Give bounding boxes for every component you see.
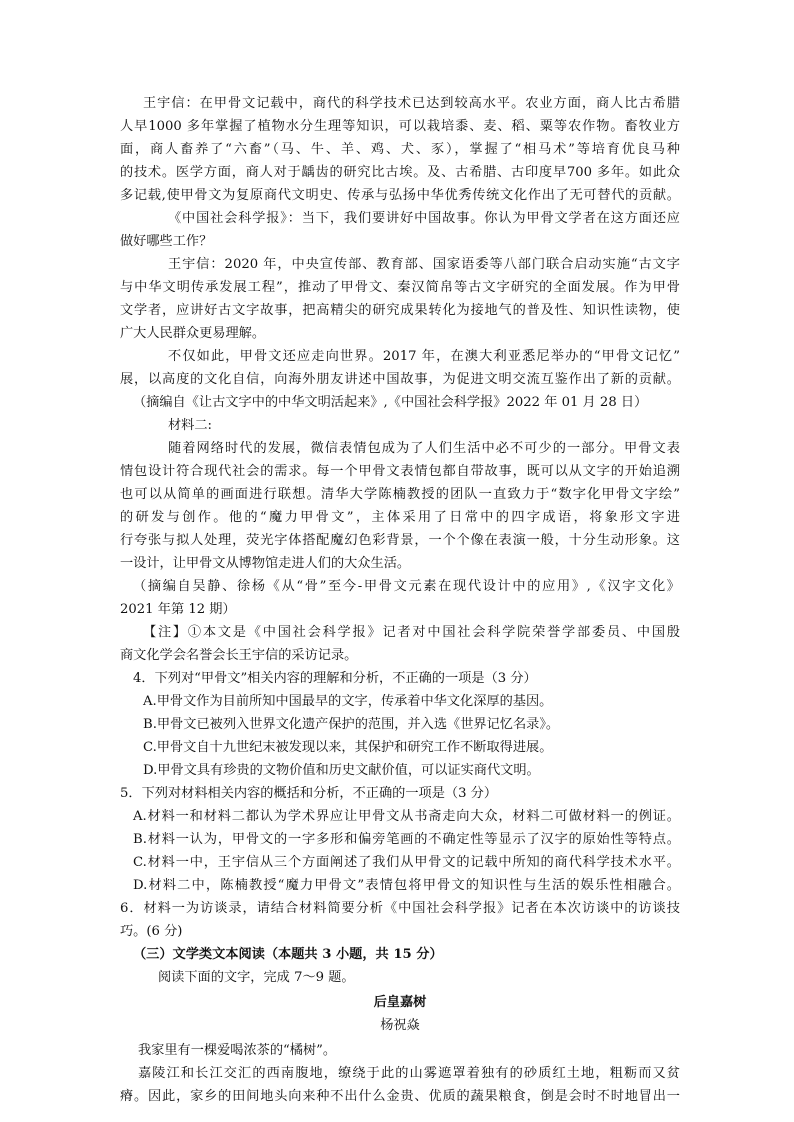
text-line: 与中华文明传承发展工程”，推动了甲骨文、秦汉简帛等古文字研究的全面发展。作为甲骨: [120, 280, 680, 295]
text-line: 王宇信：2020 年，中央宣传部、教育部、国家语委等八部门联合启动实施“古文字: [168, 257, 680, 272]
text-line: 不仅如此，甲骨文还应走向世界。2017 年，在澳大利亚悉尼举办的“甲骨文记忆”: [168, 349, 680, 364]
question-stem: 5．下列对材料相关内容的概括和分析，不正确的一项是（3 分）: [120, 786, 498, 801]
text-line: 嘉陵江和长江交汇的西南腹地，缭绕于此的山雾遮罩着独有的砂质红土地，粗粝而又贫: [138, 1066, 680, 1081]
text-line: 商文化学会名誉会长王宇信的采访记录。: [120, 648, 358, 663]
text-line: 展，以高度的文化自信，向海外朋友讲述中国故事，为促进文明交流互鉴作出了新的贡献。: [120, 372, 680, 387]
text-line: 多记载,使甲骨文为复原商代文明史、传承与弘扬中华优秀传统文化作出了无可替代的贡献。: [120, 188, 680, 203]
text-line: 王宇信：在甲骨文记载中，商代的科学技术已达到较高水平。农业方面，商人比古希腊: [143, 96, 680, 111]
text-line: （摘编自吴静、徐杨《从“骨”至今-甲骨文元素在现代设计中的应用》,《汉字文化》: [133, 579, 680, 594]
text-line: 《中国社会科学报》：当下，我们要讲好中国故事。你认为甲骨文学者在这方面还应: [168, 211, 680, 226]
text-line: 的研发与创作。他的“魔力甲骨文”，主体采用了日常中的四字成语，将象形文字进: [120, 510, 680, 525]
text-line: 行夸张与拟人处理，荧光字体搭配魔幻色彩背景，一个个像在表演一般，十分生动形象。这: [120, 533, 680, 548]
text-line: 广大人民群众更易理解。: [120, 326, 266, 341]
text-line: 我家里有一棵爱喝浓茶的“橘树”。: [138, 1043, 337, 1058]
text-line: 做好哪些工作？: [120, 234, 213, 249]
story-title: 后皇嘉树: [373, 995, 427, 1010]
text-line: 瘠。因此，家乡的田间地头向来种不出什么金贵、优质的蔬果粮食，倒是会时不时地冒出一: [120, 1089, 680, 1104]
option-c: C.材料一中，王宇信从三个方面阐述了我们从甲骨文的记载中所知的商代科学技术水平。: [133, 855, 680, 870]
text-line: 的技术。医学方面，商人对于龋齿的研究比古埃。及、古希腊、古印度早700 多年。如此众: [120, 165, 680, 180]
option-d: D.材料二中，陈楠教授“魔力甲骨文”表情包将甲骨文的知识性与生活的娱乐性相融合。: [133, 878, 680, 893]
text-line: 也可以从简单的画面进行联想。清华大学陈楠教授的团队一直致力于“数字化甲骨文字绘”: [120, 487, 680, 502]
option-b: B.材料一认为，甲骨文的一字多形和偏旁笔画的不确定性等显示了汉字的原始性等特点。: [133, 832, 680, 847]
option-a: A.甲骨文作为目前所知中国最早的文字，传承着中华文化深厚的基因。: [143, 694, 553, 709]
section-3-instruction: 阅读下面的文字，完成 7～9 题。: [158, 970, 355, 985]
text-line: 人早1000 多年掌握了植物水分生理等知识，可以栽培黍、麦、稻、粟等农作物。畜牧业方: [120, 119, 680, 134]
option-c: C.甲骨文自十九世纪末被发现以来，其保护和研究工作不断取得进展。: [143, 740, 553, 755]
option-a: A.材料一和材料二都认为学术界应让甲骨文从书斋走向大众，材料二可做材料一的例证。: [133, 809, 680, 824]
text-line: 随着网络时代的发展，微信表情包成为了人们生活中必不可少的一部分。甲骨文表: [168, 441, 680, 456]
text-line: 文学者，应讲好古文字故事，把高精尖的研究成果转化为接地气的普及性、知识性读物，使: [120, 303, 680, 318]
text-line: 情包设计符合现代社会的需求。每一个甲骨文表情包都自带故事，既可以从文字的开始追溯: [120, 464, 680, 479]
option-d: D.甲骨文具有珍贵的文物价值和历史文献价值，可以证实商代文明。: [143, 763, 540, 778]
story-author: 杨祝焱: [380, 1018, 420, 1033]
option-b: B.甲骨文已被列入世界文化遗产保护的范围，并入选《世界记忆名录》。: [143, 717, 560, 732]
source-citation-1: （摘编自《让古文字中的中华文明活起来》,《中国社会科学报》2022 年 01 月 28 日）: [133, 395, 648, 410]
section-3-heading: （三）文学类文本阅读（本题共 3 小题，共 15 分）: [133, 947, 443, 962]
material-2-heading: 材料二:: [168, 418, 213, 433]
text-line: 一设计，让甲骨文从博物馆走进人们的大众生活。: [120, 556, 411, 571]
text-line: 2021 年第 12 期）: [120, 602, 236, 617]
text-line: 面，商人畜养了“六畜”（马、牛、羊、鸡、犬、豕），掌握了“相马术”等培育优良马种: [120, 142, 680, 157]
text-line: 6．材料一为访谈录，请结合材料简要分析《中国社会科学报》记者在本次访谈中的访谈技: [120, 901, 680, 916]
text-line: 巧。(6 分): [120, 924, 183, 939]
question-stem: 4．下列对“甲骨文”相关内容的理解和分析，不正确的一项是（3 分）: [133, 671, 537, 686]
text-line: 【注】①本文是《中国社会科学报》记者对中国社会科学院荣誉学部委员、中国殷: [143, 625, 680, 640]
